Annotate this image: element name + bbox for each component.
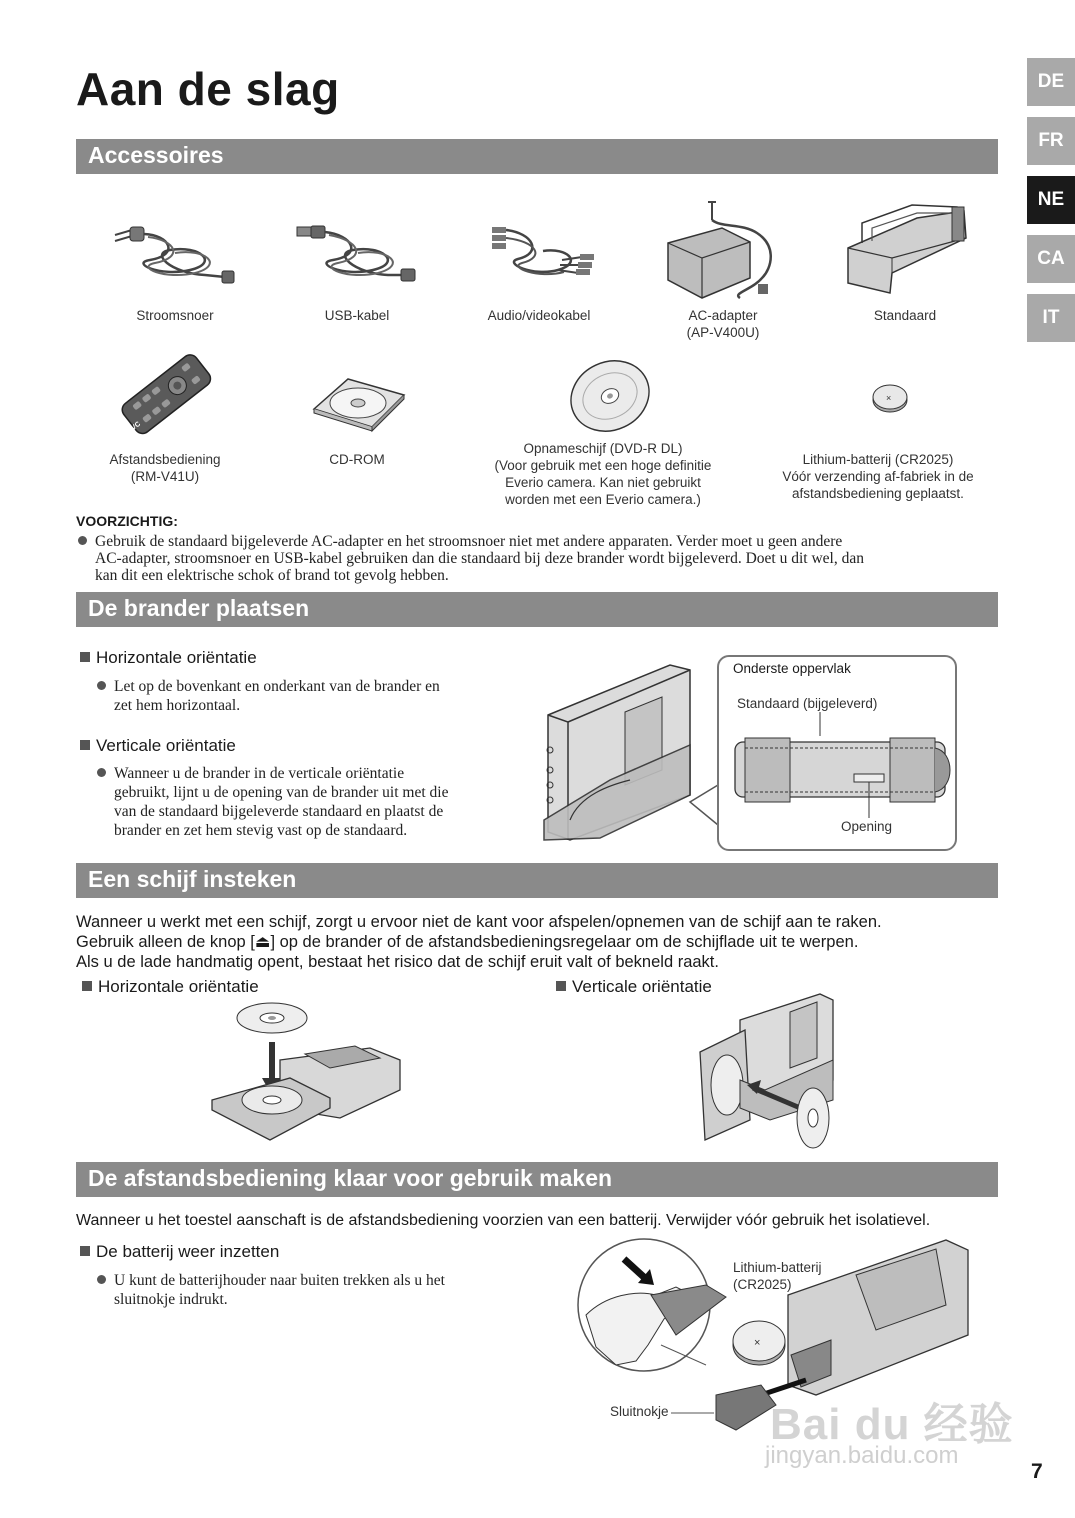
- stand-bottom-illustration: [730, 712, 952, 822]
- remote-subheading: De batterij weer inzetten: [80, 1242, 279, 1262]
- lithium-battery-illustration: [871, 382, 909, 414]
- watermark-logo: Bai du 经验: [770, 1400, 1014, 1449]
- disc-horizontal-illustration: [210, 1000, 410, 1145]
- av-cable-illustration: [488, 215, 598, 285]
- remote-control-illustration: [112, 347, 220, 447]
- caption-standaard: Standaard: [873, 308, 937, 323]
- page-title: Aan de slag: [76, 63, 340, 115]
- battery-label: Lithium-batterij (CR2025): [733, 1260, 822, 1292]
- remote-intro: Wanneer u het toestel aanschaft is de afstandsbediening voorzien van een batterij. Verwijder vóór gebruik het isolatievel.: [76, 1212, 931, 1229]
- caption-cd-rom: CD-ROM: [329, 452, 385, 467]
- lang-tab-it[interactable]: IT: [1027, 294, 1075, 342]
- stand-illustration: [842, 203, 970, 298]
- cd-rom-illustration: [310, 375, 406, 431]
- svg-text:×: ×: [754, 1337, 761, 1349]
- caution-heading: VOORZICHTIG:: [76, 513, 178, 529]
- disc-subheading-vertical: Verticale oriëntatie: [556, 977, 712, 997]
- usb-cable-illustration: [293, 215, 423, 285]
- section-header-accessoires: Accessoires: [76, 139, 998, 174]
- subheading-horizontal: Horizontale oriëntatie: [80, 648, 257, 668]
- caption-ac-adapter: AC-adapter (AP-V400U): [686, 308, 760, 340]
- horizontal-instructions: Let op de bovenkant en onderkant van de brander en zet hem horizontaal.: [97, 677, 517, 715]
- watermark-url: jingyan.baidu.com: [765, 1442, 959, 1469]
- caption-audio-videokabel: Audio/videokabel: [487, 308, 591, 323]
- caption-afstandsbediening: Afstandsbediening (RM-V41U): [109, 452, 221, 484]
- vertical-instructions: Wanneer u de brander in de verticale oriëntatie gebruikt, lijnt u de opening van de brander uit met die van de standaard bijgeleverde standaard en plaatst de brander en zet hem stevig vast op de standaard.: [97, 764, 517, 840]
- lang-tab-ne[interactable]: NE: [1027, 176, 1075, 224]
- section-header-schijf-insteken: Een schijf insteken: [76, 863, 998, 898]
- lang-tab-ca[interactable]: CA: [1027, 235, 1075, 283]
- latch-label: Sluitnokje: [610, 1404, 669, 1419]
- lang-tab-de[interactable]: DE: [1027, 58, 1075, 106]
- section-header-afstandsbediening: De afstandsbediening klaar voor gebruik maken: [76, 1162, 998, 1197]
- caption-usb-kabel: USB-kabel: [324, 308, 390, 323]
- caption-opnameschijf: Opnameschijf (DVD-R DL) (Voor gebruik met een hoge definitie Everio camera. Kan niet gebruikt worden met een Everio camera.): [494, 441, 712, 507]
- power-cord-illustration: [110, 215, 240, 285]
- page-number: 7: [1031, 1460, 1043, 1483]
- callout-stand-label: Standaard (bijgeleverd): [737, 696, 878, 711]
- remote-instructions: U kunt de batterijhouder naar buiten trekken als u het sluitnokje indrukt.: [97, 1271, 517, 1309]
- callout-title: Onderste oppervlak: [733, 661, 851, 676]
- remote-brand-label: JVC: [127, 420, 143, 435]
- disc-instructions: Wanneer u werkt met een schijf, zorgt u ervoor niet de kant voor afspelen/opnemen van de schijf aan te raken. Gebruik alleen de knop [⏏] op de brander of de afstandsbedieningsregelaar om de schijflade uit te werpen. Als u de lade handmatig opent, bestaat het risico dat de schijf eruit valt of bekneld raakt.: [76, 913, 882, 971]
- section-header-brander-plaatsen: De brander plaatsen: [76, 592, 998, 627]
- caption-lithium-batterij: Lithium-batterij (CR2025) Vóór verzending af-fabriek in de afstandsbediening geplaatst.: [782, 452, 974, 501]
- callout-opening-label: Opening: [841, 819, 893, 834]
- lang-tab-fr[interactable]: FR: [1027, 117, 1075, 165]
- disc-vertical-illustration: [695, 990, 840, 1150]
- subheading-vertical: Verticale oriëntatie: [80, 736, 236, 756]
- svg-text:×: ×: [886, 393, 892, 403]
- caution-text: Gebruik de standaard bijgeleverde AC-adapter en het stroomsnoer niet met andere apparaten. Verder moet u geen andere AC-adapter, stroomsnoer en USB-kabel gebruiken dan die standaard bij deze brander wordt bijgeleverd. Doet u dit wel, dan kan dit een elektrische schok of brand tot gevolg hebben.: [78, 533, 998, 584]
- dvd-disc-illustration: [568, 360, 654, 432]
- disc-subheading-horizontal: Horizontale oriëntatie: [82, 977, 259, 997]
- caption-stroomsnoer: Stroomsnoer: [136, 308, 214, 323]
- ac-adapter-illustration: [662, 198, 787, 303]
